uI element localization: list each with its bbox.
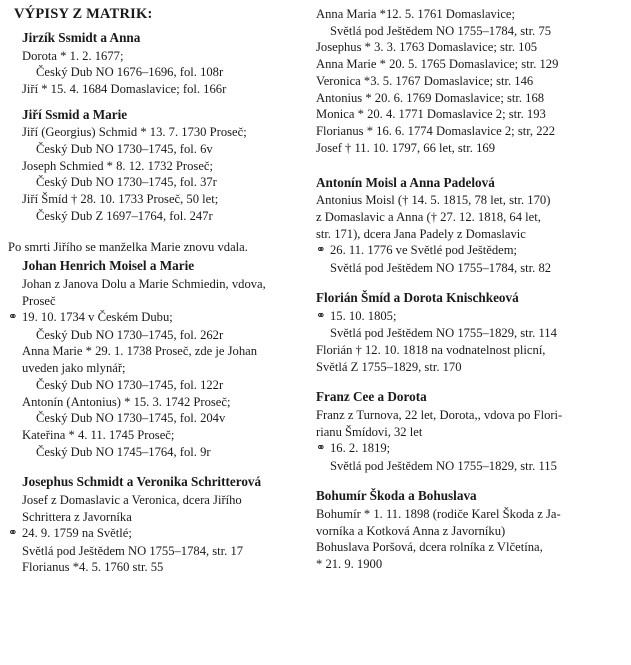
entry-line: Světlá Z 1755–1829, str. 170 bbox=[316, 359, 462, 374]
entry-heading: Antonín Moisl a Anna Padelová bbox=[316, 174, 495, 190]
entry-line: Franz z Turnova, 22 let, Dorota,, vdova po Flori- bbox=[316, 407, 563, 422]
entry-line: Florianus *4. 5. 1760 str. 55 bbox=[22, 560, 164, 575]
entry-heading: Jirzík Ssmidt a Anna bbox=[22, 30, 141, 45]
entry-heading: Bohumír Škoda a Bohuslava bbox=[316, 488, 477, 504]
left-column bbox=[8, 6, 300, 585]
entry-line: Anna Maria *12. 5. 1761 Domaslavice; bbox=[316, 7, 516, 21]
entry-line-marriage bbox=[8, 309, 300, 326]
entry-line: Jiří (Georgius) Schmid * 13. 7. 1730 Proseč; bbox=[22, 125, 247, 140]
marriage-icon: ⚭ bbox=[8, 311, 17, 324]
entry-line: Bohumír * 1. 11. 1898 (rodiče Karel Škoda z Ja- bbox=[316, 506, 561, 521]
entry-line: Světlá pod Ještědem NO 1755–1784, str. 75 bbox=[330, 23, 552, 38]
entry-line: uveden jako mlynář; bbox=[22, 361, 126, 376]
entry-line: 19. 10. 1734 v Českém Dubu; bbox=[22, 310, 173, 325]
record-entry bbox=[316, 175, 608, 277]
entry-line: Jiří * 15. 4. 1684 Domaslavice; fol. 166r bbox=[22, 81, 227, 96]
entry-line: Schrittera z Javorníka bbox=[22, 509, 132, 524]
record-entry bbox=[8, 258, 300, 460]
record-entry bbox=[316, 290, 608, 375]
entry-line: * 21. 9. 1900 bbox=[316, 557, 383, 571]
marriage-icon: ⚭ bbox=[8, 527, 17, 540]
entry-line-marriage bbox=[316, 308, 608, 325]
entry-line: Český Dub NO 1730–1745, fol. 37r bbox=[36, 175, 217, 190]
entry-line: 16. 2. 1819; bbox=[330, 441, 391, 456]
entry-line: Anna Marie * 29. 1. 1738 Proseč, zde je Johan bbox=[22, 344, 258, 359]
entry-line-marriage bbox=[316, 242, 608, 259]
entry-line: Světlá pod Ještědem NO 1755–1784, str. 17 bbox=[22, 543, 244, 558]
entry-line: 15. 10. 1805; bbox=[330, 308, 397, 323]
entry-heading: Franz Cee a Dorota bbox=[316, 389, 427, 405]
marriage-icon: ⚭ bbox=[316, 442, 325, 455]
entry-heading: Jiří Ssmid a Marie bbox=[22, 106, 128, 122]
entry-line: str. 171), dcera Jana Padely z Domaslavic bbox=[316, 226, 526, 241]
entry-line: Florián † 12. 10. 1818 na vodnatelnost plicní, bbox=[316, 342, 546, 357]
entry-line: Joseph Schmied * 8. 12. 1732 Proseč; bbox=[22, 158, 213, 173]
note-text: Po smrti Jiřího se manželka Marie znovu vdala. bbox=[8, 239, 248, 254]
entry-line: Český Dub NO 1730–1745, fol. 262r bbox=[36, 327, 224, 342]
entry-line: Světlá pod Ještědem NO 1755–1784, str. 82 bbox=[330, 260, 552, 275]
marriage-icon: ⚭ bbox=[316, 309, 325, 322]
entry-line: Johan z Janova Dolu a Marie Schmiedin, vdova, bbox=[22, 276, 266, 291]
entry-line: Antonius * 20. 6. 1769 Domaslavice; str. 168 bbox=[316, 90, 545, 105]
entry-line: Josef † 11. 10. 1797, 66 let, str. 169 bbox=[316, 140, 495, 155]
entry-line: z Domaslavic a Anna († 27. 12. 1818, 64 let, bbox=[316, 209, 541, 224]
continued-lines bbox=[316, 6, 608, 157]
entry-line: Český Dub NO 1745–1764, fol. 9r bbox=[36, 444, 211, 459]
marriage-icon: ⚭ bbox=[316, 244, 325, 257]
entry-heading: Johan Henrich Moisel a Marie bbox=[22, 258, 195, 274]
entry-line: Český Dub NO 1676–1696, fol. 108r bbox=[36, 65, 224, 80]
entry-line: Český Dub Z 1697–1764, fol. 247r bbox=[36, 208, 213, 223]
entry-line: Jiří Šmíd † 28. 10. 1733 Proseč, 50 let; bbox=[22, 192, 219, 207]
record-entry bbox=[8, 474, 300, 576]
entry-line-marriage bbox=[8, 525, 300, 542]
entry-line: Antonius Moisl († 14. 5. 1815, 78 let, str. 170) bbox=[316, 193, 551, 208]
entry-line: vorníka a Kotková Anna z Javorníku) bbox=[316, 523, 506, 538]
entry-line: Florianus * 16. 6. 1774 Domaslavice 2; str, 222 bbox=[316, 124, 556, 139]
entry-line: Anna Marie * 20. 5. 1765 Domaslavice; str. 129 bbox=[316, 57, 559, 72]
entry-line: Monica * 20. 4. 1771 Domaslavice 2; str. 193 bbox=[316, 107, 546, 122]
entry-line: rianu Šmídovi, 32 let bbox=[316, 424, 423, 439]
entry-line: Proseč bbox=[22, 293, 56, 308]
entry-line: Veronica *3. 5. 1767 Domaslavice; str. 146 bbox=[316, 73, 534, 88]
record-entry bbox=[316, 488, 608, 572]
entry-line: Antonín (Antonius) * 15. 3. 1742 Proseč; bbox=[22, 394, 231, 409]
entry-heading: Josephus Schmidt a Veronika Schritterová bbox=[22, 474, 262, 490]
entry-line: Dorota * 1. 2. 1677; bbox=[22, 48, 124, 63]
entry-line: Josephus * 3. 3. 1763 Domaslavice; str. 105 bbox=[316, 40, 538, 55]
entry-line: Josef z Domaslavic a Veronica, dcera Jiřího bbox=[22, 492, 242, 507]
two-column-layout bbox=[8, 6, 623, 661]
right-column bbox=[316, 6, 608, 582]
record-entry bbox=[8, 30, 300, 98]
page-title: VÝPISY Z MATRIK: bbox=[14, 6, 153, 22]
entry-line-marriage bbox=[316, 440, 608, 457]
entry-line: Český Dub NO 1730–1745, fol. 122r bbox=[36, 377, 224, 392]
record-entry bbox=[316, 389, 608, 474]
entry-heading: Florián Šmíd a Dorota Knischkeová bbox=[316, 290, 519, 306]
record-entry bbox=[8, 107, 300, 225]
entry-line: Český Dub NO 1730–1745, fol. 204v bbox=[36, 411, 226, 426]
entry-line: Kateřina * 4. 11. 1745 Proseč; bbox=[22, 428, 175, 442]
entry-line: Český Dub NO 1730–1745, fol. 6v bbox=[36, 141, 213, 156]
entry-line: 24. 9. 1759 na Světlé; bbox=[22, 526, 132, 541]
entry-line: Bohuslava Poršová, dcera rolníka z Vlčetína, bbox=[316, 540, 543, 555]
entry-line: Světlá pod Ještědem NO 1755–1829, str. 115 bbox=[330, 458, 557, 473]
entry-line: Světlá pod Ještědem NO 1755–1829, str. 114 bbox=[330, 326, 557, 341]
entry-line: 26. 11. 1776 ve Světlé pod Ještědem; bbox=[330, 243, 518, 258]
